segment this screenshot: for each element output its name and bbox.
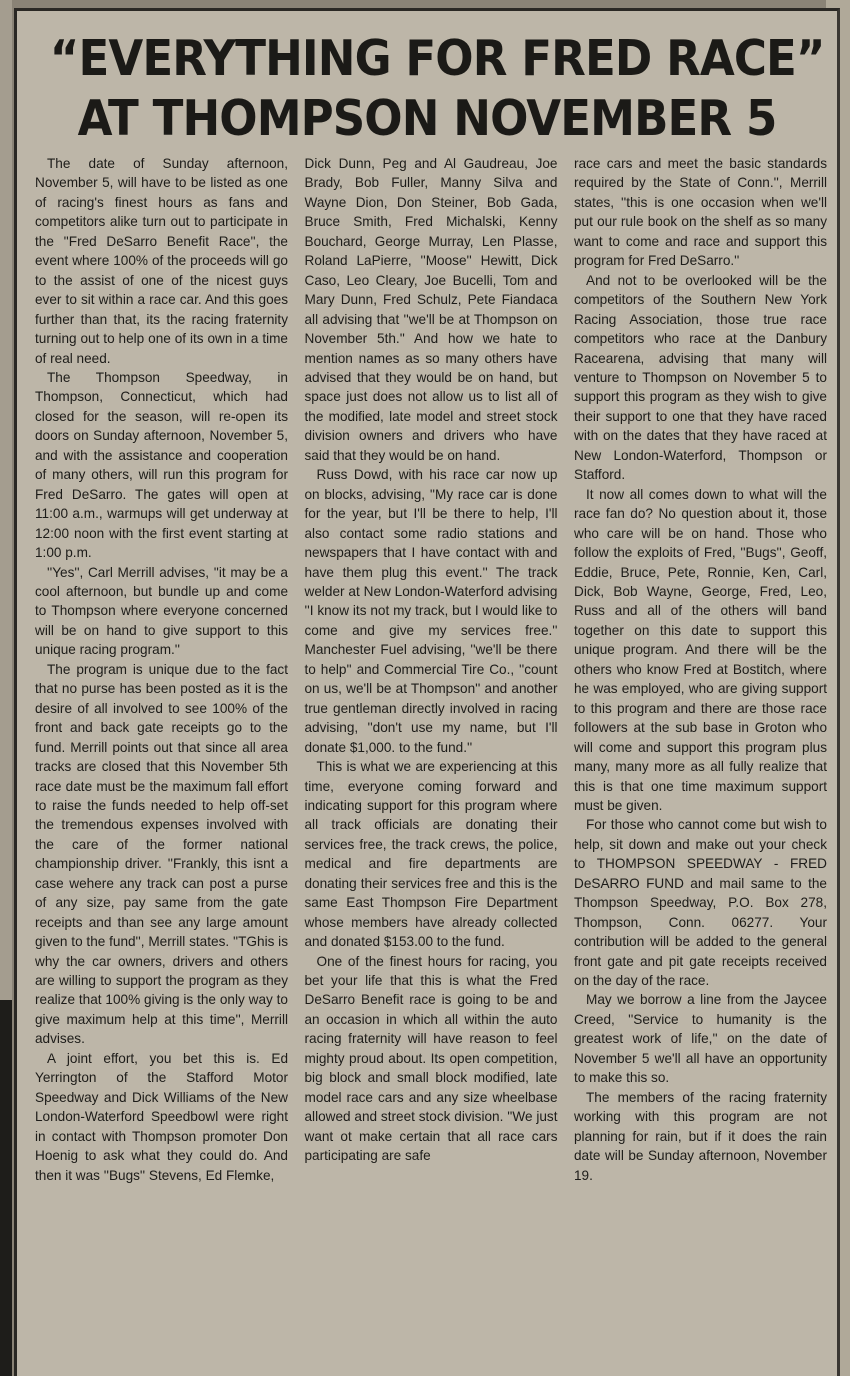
- paragraph: The Thompson Speedway, in Thompson, Connecticut, which had closed for the season, will re-open its doors on Sunday afternoon, November 5, and with the assistance and cooperation of many others, will run this program for Fred DeSarro. The gates will open at 11:00 a.m., warmups will get underway at 12:00 noon with the first event starting at 1:00 p.m.: [35, 369, 288, 561]
- paragraph: Russ Dowd, with his race car now up on blocks, advising, ''My race car is done for the year, but I'll be there to help, I'll also contact some radio stations and newspapers that I have contact with and have them plug this event.'' The track welder at New London-Waterford advising ''I know its not my track, but I would like to come and give my services free.'' Manchester Fuel advising, ''we'll be there to help'' and Commercial Tire Co., ''count on us, we'll be at Thompson'' and another true gentleman directly involved in racing advising, ''don't use my name, but I'll donate $1,000. to the fund.'': [304, 467, 558, 755]
- newspaper-clipping: [14, 8, 840, 1376]
- paragraph: The date of Sunday afternoon, November 5, will have to be listed as one of racing's finest hours as fans and competitors alike turn out to participate in the ''Fred DeSarro Benefit Race'', the event where 100% of the proceeds will go to the assist of one of the nicest guys ever to sit within a race car. And this goes further than that, its the racing fraternity turning out to help one of its own in a time of real need.: [35, 156, 288, 366]
- paragraph: Dick Dunn, Peg and Al Gaudreau, Joe Brady, Bob Fuller, Manny Silva and Wayne Dion, Don Steiner, Bob Gada, Bruce Smith, Fred Michalski, Kenny Bouchard, George Murray, Len Plasse, Roland LaPierre, ''Moose'' Hewitt, Dick Caso, Leo Cleary, Joe Bucelli, Tom and Mary Dunn, Fred Schulz, Pete Fiandaca all advising that ''we'll be at Thompson on November 5th.'' And how we hate to mention names as so many others have advised that they would be on hand, but space just does not allow us to list all of the modified, late model and street stock division owners and drivers who have said that they would be on hand.: [304, 156, 558, 463]
- paragraph: A joint effort, you bet this is. Ed Yerrington of the Stafford Motor Speedway and Dick Williams of the New London-Waterford Speedbowl were right in contact with Thompson promoter Don Hoenig to ask what they could do. And then it was ''Bugs'' Stevens, Ed Flemke,: [35, 1050, 288, 1183]
- column-3: [574, 154, 827, 1376]
- column-1: [35, 154, 288, 1376]
- paragraph: It now all comes down to what will the race fan do? No question about it, those who care will be on hand. Those who follow the exploits of Fred, ''Bugs'', Geoff, Eddie, Bruce, Pete, Ronnie, Ken, Carl, Dick, Bob Wayne, George, Fred, Leo, Russ and all of the others will band together on this date to support this unique program. And there will be the others who know Fred at Bostitch, where he was employed, who are giving support to this program and there are those race followers at the sub base in Groton who will come and support this program plus many, many more as all fully realize that this is that one time maximum support must be given.: [574, 486, 827, 813]
- paragraph: And not to be overlooked will be the competitors of the Southern New York Racing Association, those true race competitors who race at the Danbury Racearena, advising that many will venture to Thompson on November 5 to support this program as they wish to give their support to one that they have raced with on the dates that they have raced at New London-Waterford, Thompson or Stafford.: [574, 272, 827, 483]
- paragraph: The members of the racing fraternity working with this program are not planning for rain, but if it does the rain date will be Sunday afternoon, November 19.: [574, 1089, 827, 1183]
- adjacent-dark-block: [0, 1000, 12, 1376]
- paragraph: For those who cannot come but wish to help, sit down and make out your check to THOMPSON SPEEDWAY - FRED DeSARRO FUND and mail same to the Thompson Speedway, P.O. Box 278, Thompson, Conn. 06277. Your contribution will be added to the general front gate and pit gate receipts received on the day of the race.: [574, 817, 827, 989]
- headline-line-2: AT THOMPSON NOVEMBER 5: [77, 90, 777, 147]
- paragraph: race cars and meet the basic standards required by the State of Conn.'', Merrill states, ''this is one occasion when we'll put our rule book on the shelf as so many want to come and race and support this program for Fred DeSarro.'': [574, 156, 827, 269]
- headline: [49, 29, 825, 149]
- paragraph: One of the finest hours for racing, you bet your life that this is what the Fred DeSarro Benefit race is going to be and an occasion in which all within the auto racing fraternity will have reason to feel mighty proud about. Its open competition, big block and small block modified, late model race cars and any size wheelbase allowed and street stock division. ''We just want ot make certain that all race cars participating are safe: [304, 953, 558, 1164]
- paragraph: May we borrow a line from the Jaycee Creed, ''Service to humanity is the greatest work of life,'' on the date of November 5 we'll all have an opportunity to make this so.: [574, 992, 827, 1086]
- paragraph: The program is unique due to the fact that no purse has been posted as it is the desire of all involved to see 100% of the front and back gate receipts go to the fund. Merrill points out that since all area tracks are closed that this November 5th race date must be the maximum fall effort to raise the funds needed to help off-set the tremendous expenses involved with the care of the former national championship driver. ''Frankly, this isnt a case wehere any track can post a purse of any size, pay same from the gate receipts and than see any large amount given to the fund'', Merrill states. ''TGhis is why the car owners, drivers and others are willing to support the program as they realize that 100% giving is the only way to give maximum help at this time'', Merrill advises.: [35, 661, 288, 1047]
- paragraph: ''Yes'', Carl Merrill advises, ''it may be a cool afternoon, but bundle up and come to Thompson where everyone concerned will be on hand to give support to this unique racing program.'': [35, 564, 288, 658]
- headline-line-1: “EVERYTHING FOR FRED RACE”: [49, 30, 825, 87]
- column-2: [305, 154, 558, 1376]
- article-body: [35, 154, 827, 1376]
- adjacent-page-left: [0, 0, 12, 1376]
- paragraph: This is what we are experiencing at this time, everyone coming forward and indicating support for this program where all track officials are donating their services free, the track crews, the police, medical and fire departments are donating their services free and this is the same East Thompson Fire Department whose members have already collected and donated $153.00 to the fund.: [304, 759, 558, 950]
